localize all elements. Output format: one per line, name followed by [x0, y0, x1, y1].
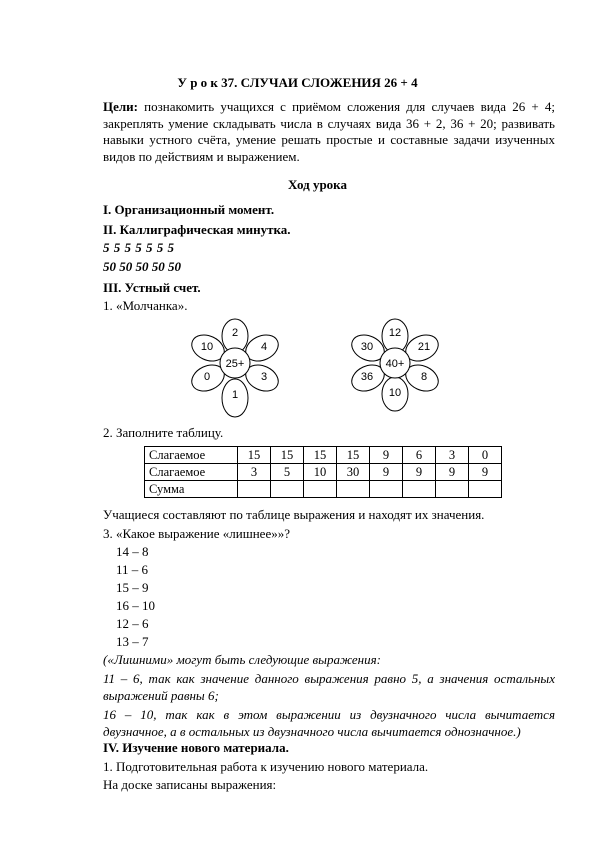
table-row-label: Слагаемое: [145, 464, 238, 481]
flower-2-petal: 12: [388, 327, 402, 339]
expression-item: 12 – 6: [116, 616, 149, 631]
expression-item: 11 – 6: [116, 562, 149, 577]
table-row: [145, 447, 502, 464]
lesson-title: У р о к 37. СЛУЧАИ СЛОЖЕНИЯ 26 + 4: [177, 75, 418, 90]
flower-1-center: 25+: [225, 358, 245, 370]
table-cell: 5: [271, 464, 304, 481]
task-2-label: 2. Заполните таблицу.: [103, 425, 224, 440]
board-text: На доске записаны выражения:: [103, 777, 277, 792]
table-cell: 0: [469, 447, 502, 464]
flower-2-petal: 8: [420, 371, 428, 383]
goals-paragraph: [103, 99, 555, 165]
table-cell: 15: [238, 447, 271, 464]
table-cell: 3: [436, 447, 469, 464]
flower-1-petal: 2: [231, 327, 239, 339]
flower-1-petal: 1: [231, 389, 239, 401]
flower-diagram-1: [180, 318, 290, 438]
step-1-text: 1. Подготовительная работа к изучению нового материала.: [103, 759, 429, 774]
expression-item: 13 – 7: [116, 634, 149, 649]
expression-item: 14 – 8: [116, 544, 149, 559]
calligraphy-line-1: 5 5 5 5 5 5 5: [103, 240, 175, 255]
table-cell: 3: [238, 464, 271, 481]
goals-label: Цели:: [103, 99, 138, 114]
flower-1-petal: 3: [260, 371, 268, 383]
flower-2-petal: 10: [388, 387, 402, 399]
expression-item: 15 – 9: [116, 580, 149, 595]
task-3-label: 3. «Какое выражение «лишнее»»?: [103, 526, 290, 541]
lesson-progress-heading: Ход урока: [288, 177, 347, 192]
table-cell: [304, 481, 337, 498]
section-1-heading: I. Организационный момент.: [103, 202, 275, 217]
extra-explanation-2: 16 – 10, так как в этом выражении из двузначного числа вычитается двузначное, а в остальных из двузначного числа вычитается однозначное.): [103, 707, 555, 739]
flower-2-petal: 21: [417, 341, 431, 353]
table-cell: 15: [304, 447, 337, 464]
goals-text: познакомить учащихся с приёмом сложения для случаев вида 26 + 4; закреплять умение складывать числа в случаях вида 36 + 2, 36 + 20; развивать навыки устного счёта, умение решать простые и составные задачи изученных видов по действиям и выражением.: [103, 99, 555, 164]
flower-1-petal: 4: [260, 341, 268, 353]
flower-diagram-2: [340, 318, 450, 438]
table-cell: [469, 481, 502, 498]
flower-1-petal: 0: [203, 371, 211, 383]
table-cell: [403, 481, 436, 498]
table-cell: 9: [403, 464, 436, 481]
table-row-label: Сумма: [145, 481, 238, 498]
table-row: [145, 481, 502, 498]
calligraphy-line-2: 50 50 50 50 50: [103, 259, 181, 274]
table-cell: [271, 481, 304, 498]
table-cell: 9: [469, 464, 502, 481]
expression-item: 16 – 10: [116, 598, 155, 613]
table-cell: 6: [403, 447, 436, 464]
section-4-heading: IV. Изучение нового материала.: [103, 740, 289, 755]
flower-2-petal: 30: [360, 341, 374, 353]
table-cell: 10: [304, 464, 337, 481]
table-row: [145, 464, 502, 481]
flower-1-petal: 10: [200, 341, 214, 353]
table-cell: 9: [436, 464, 469, 481]
sum-table: [144, 446, 502, 498]
table-cell: [436, 481, 469, 498]
table-cell: 15: [271, 447, 304, 464]
section-3-heading: III. Устный счет.: [103, 280, 201, 295]
extra-explanation-1: 11 – 6, так как значение данного выражения равно 5, а значения остальных выражений равны 6;: [103, 671, 555, 703]
flower-2-center: 40+: [385, 358, 405, 370]
extra-intro: («Лишними» могут быть следующие выражения:: [103, 652, 381, 667]
section-2-heading: II. Каллиграфическая минутка.: [103, 222, 291, 237]
table-row-label: Слагаемое: [145, 447, 238, 464]
table-cell: 30: [337, 464, 370, 481]
table-note: Учащиеся составляют по таблице выражения и находят их значения.: [103, 507, 485, 522]
table-cell: [337, 481, 370, 498]
table-cell: [238, 481, 271, 498]
flower-2-petal: 36: [360, 371, 374, 383]
table-cell: 9: [370, 464, 403, 481]
table-cell: [370, 481, 403, 498]
table-cell: 9: [370, 447, 403, 464]
task-1-label: 1. «Молчанка».: [103, 298, 188, 313]
table-cell: 15: [337, 447, 370, 464]
